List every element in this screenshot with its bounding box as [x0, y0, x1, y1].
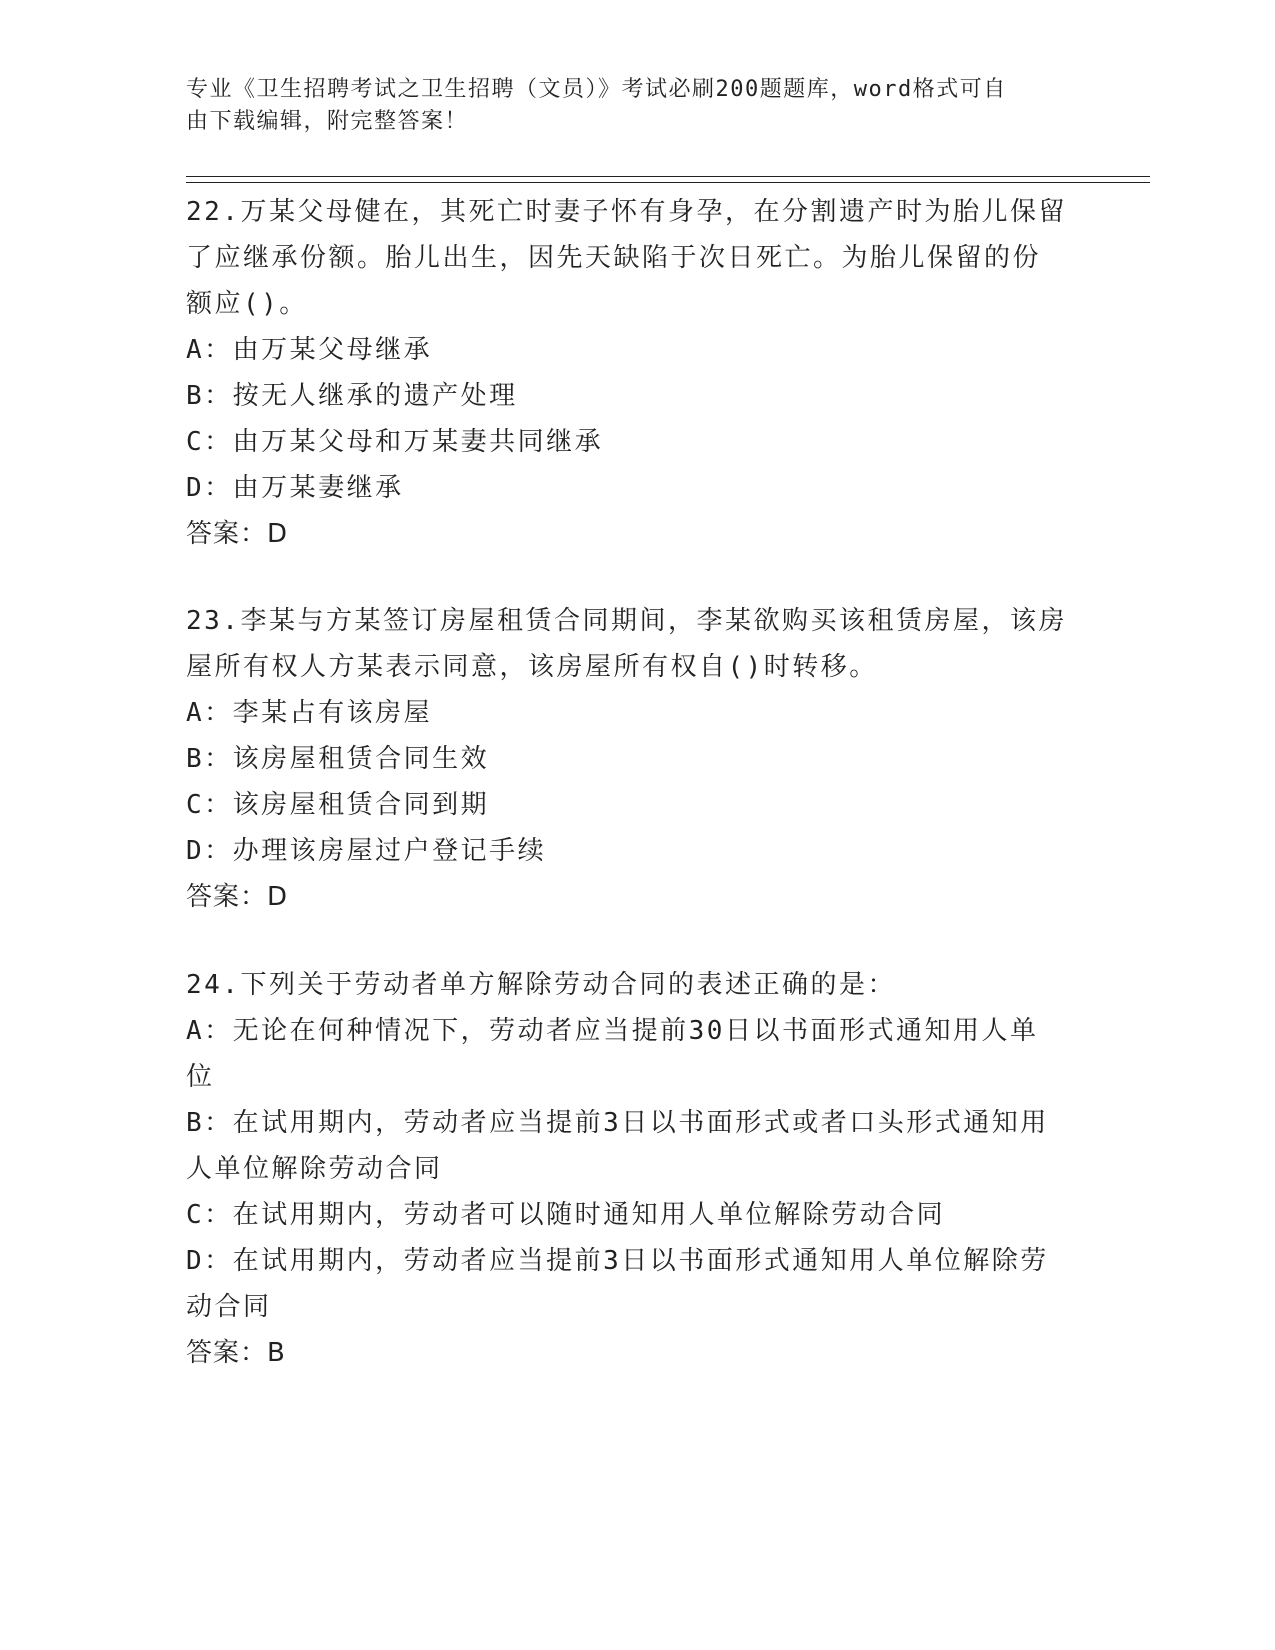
stem-line: 额应()。 [186, 289, 308, 319]
stem-line: 24.下列关于劳动者单方解除劳动合同的表述正确的是： [186, 970, 896, 1000]
answer: 答案：D [186, 519, 289, 549]
question-stem [186, 189, 1086, 327]
answer: 答案：B [186, 1338, 286, 1368]
option-d: D：办理该房屋过户登记手续 [186, 836, 547, 866]
option-d: D：由万某妻继承 [186, 473, 404, 503]
option-b: B：按无人继承的遗产处理 [186, 381, 518, 411]
stem-line: 了应继承份额。胎儿出生，因先天缺陷于次日死亡。为胎儿保留的份 [186, 243, 1042, 273]
question-24 [186, 962, 1086, 1376]
option-line: A：无论在何种情况下，劳动者应当提前30日以书面形式通知用人单 [186, 1016, 1039, 1046]
header-line-1: 专业《卫生招聘考试之卫生招聘（文员）》考试必刷200题题库，word格式可自 [186, 77, 1007, 102]
option-a: A：李某占有该房屋 [186, 698, 433, 728]
option-line: D：在试用期内，劳动者应当提前3日以书面形式通知用人单位解除劳 [186, 1246, 1049, 1276]
stem-line: 22.万某父母健在，其死亡时妻子怀有身孕，在分割遗产时为胎儿保留 [186, 197, 1067, 227]
question-stem [186, 962, 1086, 1008]
option-line: 位 [186, 1062, 215, 1092]
option-a [186, 1008, 1086, 1100]
option-b [186, 1100, 1086, 1192]
header-rule-bottom [186, 182, 1150, 183]
option-c: C：该房屋租赁合同到期 [186, 790, 490, 820]
option-line: B：在试用期内，劳动者应当提前3日以书面形式或者口头形式通知用 [186, 1108, 1049, 1138]
option-b: B：该房屋租赁合同生效 [186, 744, 490, 774]
header-line-2: 由下载编辑，附完整答案！ [186, 109, 469, 134]
header-rule-top [186, 176, 1150, 177]
option-c: C：由万某父母和万某妻共同继承 [186, 427, 604, 457]
question-stem [186, 598, 1086, 690]
option-line: C：在试用期内，劳动者可以随时通知用人单位解除劳动合同 [186, 1200, 946, 1230]
option-line: 动合同 [186, 1292, 272, 1322]
answer: 答案：D [186, 882, 289, 912]
option-d [186, 1238, 1086, 1330]
option-a: A：由万某父母继承 [186, 335, 433, 365]
stem-line: 23.李某与方某签订房屋租赁合同期间，李某欲购买该租赁房屋，该房 [186, 606, 1067, 636]
question-22 [186, 189, 1086, 557]
stem-line: 屋所有权人方某表示同意，该房屋所有权自()时转移。 [186, 652, 878, 682]
option-line: 人单位解除劳动合同 [186, 1154, 443, 1184]
question-23 [186, 598, 1086, 920]
document-header [186, 74, 1066, 138]
option-c [186, 1192, 1086, 1238]
